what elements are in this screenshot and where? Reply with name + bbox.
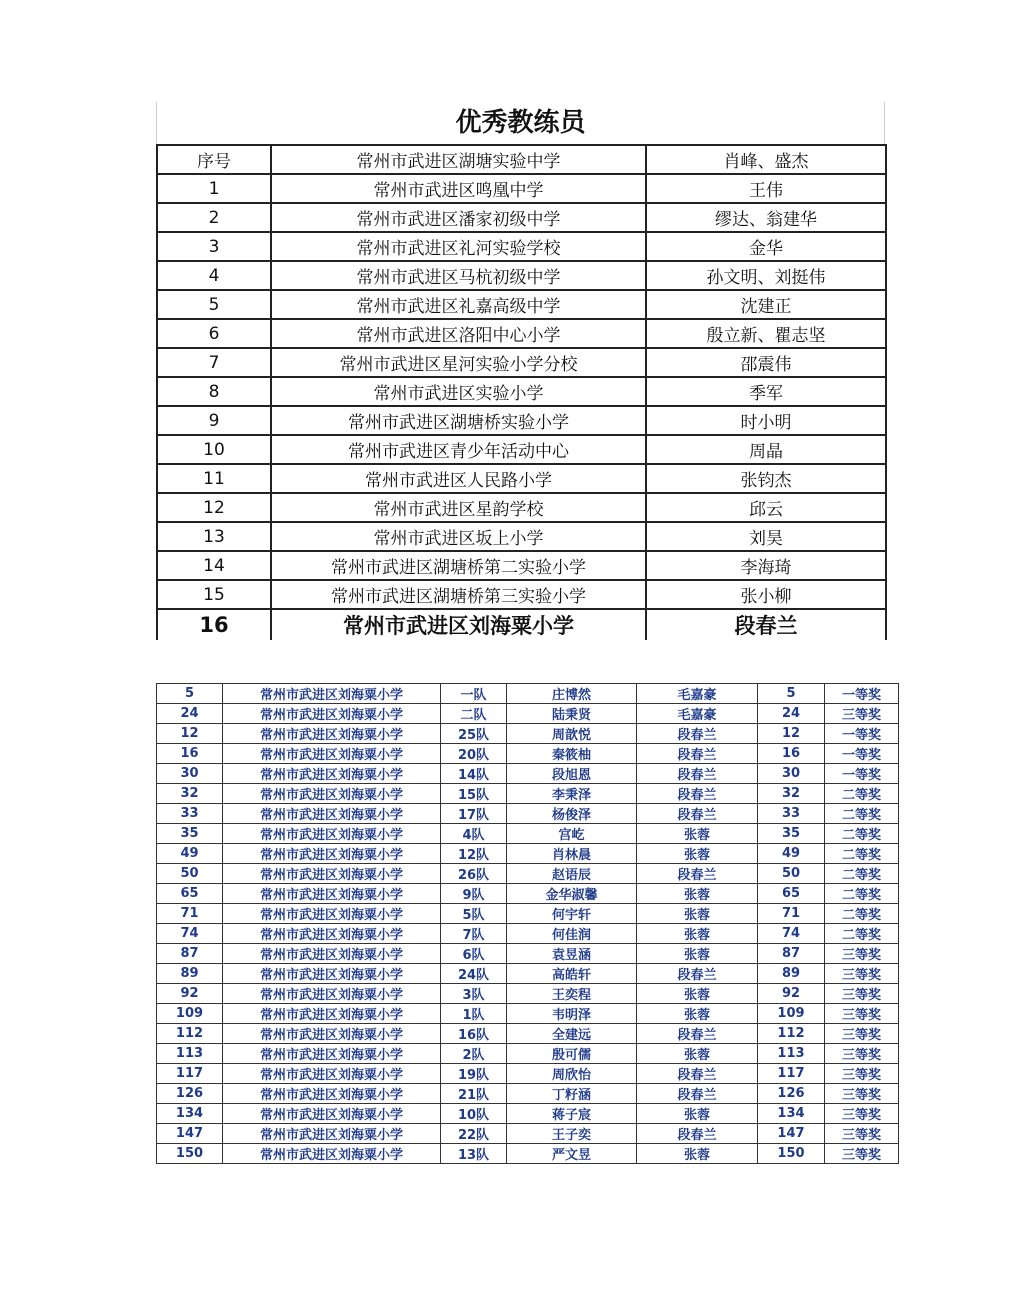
coach-row [157,551,886,580]
coach-row-coach: 缪达、翁建华 [646,203,886,232]
award-row-teacher: 张蓉 [637,924,758,944]
award-row-no: 33 [157,804,223,824]
award-row-team: 10队 [441,1104,507,1124]
coach-row-school: 常州市武进区洛阳中心小学 [271,319,646,348]
award-row-student: 袁昱涵 [507,944,637,964]
award-row-rank: 126 [758,1084,825,1104]
award-row-teacher: 段春兰 [637,764,758,784]
award-row-no: 16 [157,744,223,764]
award-row-student: 丁籽涵 [507,1084,637,1104]
award-row-no: 87 [157,944,223,964]
coach-row-school: 常州市武进区潘家初级中学 [271,203,646,232]
award-row-rank: 113 [758,1044,825,1064]
award-row-team: 20队 [441,744,507,764]
award-row-teacher: 段春兰 [637,1084,758,1104]
coach-row-no: 7 [157,348,271,377]
award-row-award: 三等奖 [825,1104,899,1124]
coach-row-school: 常州市武进区湖塘桥第二实验小学 [271,551,646,580]
award-row-rank: 35 [758,824,825,844]
award-row-rank: 65 [758,884,825,904]
coach-row-coach: 李海琦 [646,551,886,580]
award-row-rank: 32 [758,784,825,804]
award-row [157,1044,899,1064]
award-row-student: 周欣怡 [507,1064,637,1084]
coach-row-no: 15 [157,580,271,609]
coach-row [157,290,886,319]
award-row-award: 一等奖 [825,744,899,764]
award-row-rank: 71 [758,904,825,924]
award-row [157,1004,899,1024]
header-coach: 肖峰、盛杰 [646,145,886,174]
coach-row-coach: 季军 [646,377,886,406]
award-row-no: 12 [157,724,223,744]
award-row-rank: 33 [758,804,825,824]
award-row [157,1124,899,1144]
award-row [157,744,899,764]
award-row-teacher: 毛嘉豪 [637,684,758,704]
award-row-team: 5队 [441,904,507,924]
award-row-team: 一队 [441,684,507,704]
award-row-teacher: 张蓉 [637,1144,758,1164]
award-row-award: 二等奖 [825,904,899,924]
award-row-team: 3队 [441,984,507,1004]
coach-row-no: 4 [157,261,271,290]
award-row-award: 二等奖 [825,844,899,864]
award-row-award: 三等奖 [825,944,899,964]
coach-row [157,435,886,464]
award-row-team: 6队 [441,944,507,964]
coach-row-school: 常州市武进区刘海粟小学 [271,609,646,640]
award-row-student: 秦筱柚 [507,744,637,764]
award-row [157,764,899,784]
coach-row-coach: 邱云 [646,493,886,522]
award-row [157,824,899,844]
award-row-student: 宫屹 [507,824,637,844]
award-row-teacher: 张蓉 [637,1044,758,1064]
award-row-teacher: 段春兰 [637,744,758,764]
award-row [157,784,899,804]
coach-row-school: 常州市武进区实验小学 [271,377,646,406]
award-row-team: 9队 [441,884,507,904]
award-row-team: 1队 [441,1004,507,1024]
award-row-team: 7队 [441,924,507,944]
coach-row [157,609,886,640]
coach-row-no: 14 [157,551,271,580]
award-row-school: 常州市武进区刘海粟小学 [223,824,441,844]
coach-row-coach: 金华 [646,232,886,261]
header-no: 序号 [157,145,271,174]
coach-row-school: 常州市武进区鸣凰中学 [271,174,646,203]
award-row [157,724,899,744]
award-row-rank: 49 [758,844,825,864]
award-row-teacher: 张蓉 [637,844,758,864]
award-row-student: 周歆悦 [507,724,637,744]
coach-table-title: 优秀教练员 [156,102,885,144]
award-row-rank: 30 [758,764,825,784]
award-row-teacher: 张蓉 [637,904,758,924]
award-row-school: 常州市武进区刘海粟小学 [223,724,441,744]
award-row-school: 常州市武进区刘海粟小学 [223,1084,441,1104]
awards-section [156,683,898,1164]
award-row-teacher: 张蓉 [637,984,758,1004]
award-row-team: 二队 [441,704,507,724]
coach-row [157,232,886,261]
award-row-student: 王子奕 [507,1124,637,1144]
award-row-no: 74 [157,924,223,944]
award-row-school: 常州市武进区刘海粟小学 [223,704,441,724]
award-row [157,944,899,964]
award-row-no: 65 [157,884,223,904]
award-row-no: 113 [157,1044,223,1064]
coach-row-coach: 刘昊 [646,522,886,551]
award-row-no: 50 [157,864,223,884]
coach-row-school: 常州市武进区礼嘉高级中学 [271,290,646,319]
award-row-student: 杨俊泽 [507,804,637,824]
award-row-no: 92 [157,984,223,1004]
coach-row-no: 8 [157,377,271,406]
award-row [157,1024,899,1044]
coach-row-no: 13 [157,522,271,551]
award-row [157,1144,899,1164]
award-row-team: 22队 [441,1124,507,1144]
award-row-rank: 50 [758,864,825,884]
award-row-student: 李秉泽 [507,784,637,804]
award-row-rank: 150 [758,1144,825,1164]
award-row-school: 常州市武进区刘海粟小学 [223,1144,441,1164]
award-row [157,1084,899,1104]
award-row [157,864,899,884]
coach-row-school: 常州市武进区星河实验小学分校 [271,348,646,377]
award-row [157,904,899,924]
award-row-teacher: 段春兰 [637,1124,758,1144]
award-row-no: 35 [157,824,223,844]
award-row [157,984,899,1004]
award-row-student: 何佳润 [507,924,637,944]
award-row-no: 109 [157,1004,223,1024]
award-row-award: 二等奖 [825,864,899,884]
award-row-no: 126 [157,1084,223,1104]
coach-row-no: 1 [157,174,271,203]
award-row-team: 15队 [441,784,507,804]
award-row-student: 全建远 [507,1024,637,1044]
coach-row [157,377,886,406]
award-row-rank: 16 [758,744,825,764]
award-row-award: 三等奖 [825,1024,899,1044]
coach-row [157,464,886,493]
coach-row-no: 10 [157,435,271,464]
award-row-student: 王奕程 [507,984,637,1004]
coach-row-coach: 孙文明、刘挺伟 [646,261,886,290]
award-row-rank: 117 [758,1064,825,1084]
award-row [157,924,899,944]
award-row-team: 21队 [441,1084,507,1104]
award-row-award: 三等奖 [825,964,899,984]
award-row-school: 常州市武进区刘海粟小学 [223,1064,441,1084]
award-row-teacher: 段春兰 [637,724,758,744]
award-row-team: 4队 [441,824,507,844]
coach-row-no: 9 [157,406,271,435]
award-row-school: 常州市武进区刘海粟小学 [223,844,441,864]
coach-row-no: 16 [157,609,271,640]
award-row-award: 三等奖 [825,1124,899,1144]
coach-row-school: 常州市武进区坂上小学 [271,522,646,551]
award-row-teacher: 段春兰 [637,964,758,984]
coach-row-school: 常州市武进区马杭初级中学 [271,261,646,290]
award-row-teacher: 张蓉 [637,1004,758,1024]
award-row-award: 一等奖 [825,724,899,744]
award-row-no: 5 [157,684,223,704]
award-row-student: 肖林晨 [507,844,637,864]
award-row-team: 26队 [441,864,507,884]
award-row-team: 13队 [441,1144,507,1164]
coach-row-no: 5 [157,290,271,319]
award-row-school: 常州市武进区刘海粟小学 [223,804,441,824]
award-row-award: 三等奖 [825,1144,899,1164]
award-row [157,804,899,824]
coach-row-no: 3 [157,232,271,261]
coach-row-no: 2 [157,203,271,232]
award-row-no: 30 [157,764,223,784]
award-row-student: 严文昱 [507,1144,637,1164]
award-row-no: 150 [157,1144,223,1164]
award-row-school: 常州市武进区刘海粟小学 [223,884,441,904]
coach-row-school: 常州市武进区湖塘桥实验小学 [271,406,646,435]
award-row-no: 71 [157,904,223,924]
award-row-school: 常州市武进区刘海粟小学 [223,864,441,884]
award-row-no: 32 [157,784,223,804]
award-row-award: 二等奖 [825,804,899,824]
award-row-rank: 109 [758,1004,825,1024]
award-row-school: 常州市武进区刘海粟小学 [223,984,441,1004]
award-row-rank: 87 [758,944,825,964]
award-row-school: 常州市武进区刘海粟小学 [223,784,441,804]
award-row-no: 49 [157,844,223,864]
award-row-team: 19队 [441,1064,507,1084]
award-row-teacher: 段春兰 [637,784,758,804]
award-row-school: 常州市武进区刘海粟小学 [223,964,441,984]
award-row-award: 二等奖 [825,924,899,944]
award-row-award: 三等奖 [825,1044,899,1064]
award-row-rank: 147 [758,1124,825,1144]
header-school: 常州市武进区湖塘实验中学 [271,145,646,174]
award-row-school: 常州市武进区刘海粟小学 [223,924,441,944]
award-row-student: 韦明泽 [507,1004,637,1024]
award-row-no: 89 [157,964,223,984]
coach-row [157,174,886,203]
award-row-school: 常州市武进区刘海粟小学 [223,744,441,764]
award-row-school: 常州市武进区刘海粟小学 [223,1044,441,1064]
coach-row-coach: 殷立新、瞿志坚 [646,319,886,348]
award-row-team: 24队 [441,964,507,984]
award-row-rank: 5 [758,684,825,704]
award-row [157,684,899,704]
award-row-rank: 112 [758,1024,825,1044]
award-row-school: 常州市武进区刘海粟小学 [223,1124,441,1144]
coach-row-coach: 沈建正 [646,290,886,319]
coach-row [157,493,886,522]
coach-row [157,319,886,348]
award-row [157,704,899,724]
award-row-teacher: 张蓉 [637,884,758,904]
award-row-rank: 12 [758,724,825,744]
coach-row-school: 常州市武进区湖塘桥第三实验小学 [271,580,646,609]
award-row-student: 赵语辰 [507,864,637,884]
award-row-award: 三等奖 [825,1064,899,1084]
award-row-team: 25队 [441,724,507,744]
award-row-school: 常州市武进区刘海粟小学 [223,1024,441,1044]
coach-row-no: 11 [157,464,271,493]
coach-row-no: 12 [157,493,271,522]
coach-row [157,522,886,551]
award-row-school: 常州市武进区刘海粟小学 [223,684,441,704]
award-row-teacher: 张蓉 [637,1104,758,1124]
award-row-award: 三等奖 [825,704,899,724]
award-row-team: 2队 [441,1044,507,1064]
coach-row-coach: 段春兰 [646,609,886,640]
award-row-no: 24 [157,704,223,724]
award-row-teacher: 张蓉 [637,824,758,844]
awards-table [156,683,899,1164]
award-row-school: 常州市武进区刘海粟小学 [223,1104,441,1124]
award-row-student: 陆秉贤 [507,704,637,724]
coach-row-coach: 张钧杰 [646,464,886,493]
award-row-no: 117 [157,1064,223,1084]
award-row-team: 16队 [441,1024,507,1044]
award-row-award: 一等奖 [825,764,899,784]
coach-row-coach: 邵震伟 [646,348,886,377]
coach-section [156,102,885,669]
award-row-teacher: 毛嘉豪 [637,704,758,724]
coach-row [157,348,886,377]
award-row-award: 三等奖 [825,984,899,1004]
award-row-award: 三等奖 [825,1004,899,1024]
coach-table [156,144,887,640]
coach-row-school: 常州市武进区青少年活动中心 [271,435,646,464]
coach-row-school: 常州市武进区人民路小学 [271,464,646,493]
award-row-teacher: 段春兰 [637,1064,758,1084]
award-row [157,1064,899,1084]
coach-row [157,261,886,290]
coach-row-coach: 王伟 [646,174,886,203]
award-row-student: 蒋子宸 [507,1104,637,1124]
award-row-student: 庄博然 [507,684,637,704]
award-row [157,884,899,904]
award-row-rank: 134 [758,1104,825,1124]
award-row-student: 殷可儒 [507,1044,637,1064]
award-row-rank: 89 [758,964,825,984]
award-row-student: 段旭恩 [507,764,637,784]
award-row-team: 12队 [441,844,507,864]
award-row [157,844,899,864]
award-row-no: 147 [157,1124,223,1144]
award-row-teacher: 段春兰 [637,1024,758,1044]
award-row-rank: 74 [758,924,825,944]
coach-row [157,580,886,609]
coach-row-school: 常州市武进区星韵学校 [271,493,646,522]
coach-row-no: 6 [157,319,271,348]
award-row-school: 常州市武进区刘海粟小学 [223,1004,441,1024]
award-row-teacher: 张蓉 [637,944,758,964]
award-row-student: 高皓轩 [507,964,637,984]
award-row-school: 常州市武进区刘海粟小学 [223,944,441,964]
award-row-teacher: 段春兰 [637,804,758,824]
award-row-team: 17队 [441,804,507,824]
award-row-teacher: 段春兰 [637,864,758,884]
award-row-award: 二等奖 [825,884,899,904]
award-row-award: 二等奖 [825,824,899,844]
coach-row [157,203,886,232]
award-row-student: 何宇轩 [507,904,637,924]
coach-row [157,406,886,435]
award-row [157,964,899,984]
award-row [157,1104,899,1124]
award-row-award: 一等奖 [825,684,899,704]
award-row-rank: 24 [758,704,825,724]
award-row-school: 常州市武进区刘海粟小学 [223,904,441,924]
coach-row-coach: 张小柳 [646,580,886,609]
coach-row-school: 常州市武进区礼河实验学校 [271,232,646,261]
award-row-award: 二等奖 [825,784,899,804]
award-row-team: 14队 [441,764,507,784]
coach-row-coach: 周晶 [646,435,886,464]
award-row-student: 金华淑馨 [507,884,637,904]
award-row-rank: 92 [758,984,825,1004]
award-row-award: 三等奖 [825,1084,899,1104]
award-row-no: 112 [157,1024,223,1044]
award-row-school: 常州市武进区刘海粟小学 [223,764,441,784]
coach-row-coach: 时小明 [646,406,886,435]
award-row-no: 134 [157,1104,223,1124]
coach-table-header [157,145,886,174]
